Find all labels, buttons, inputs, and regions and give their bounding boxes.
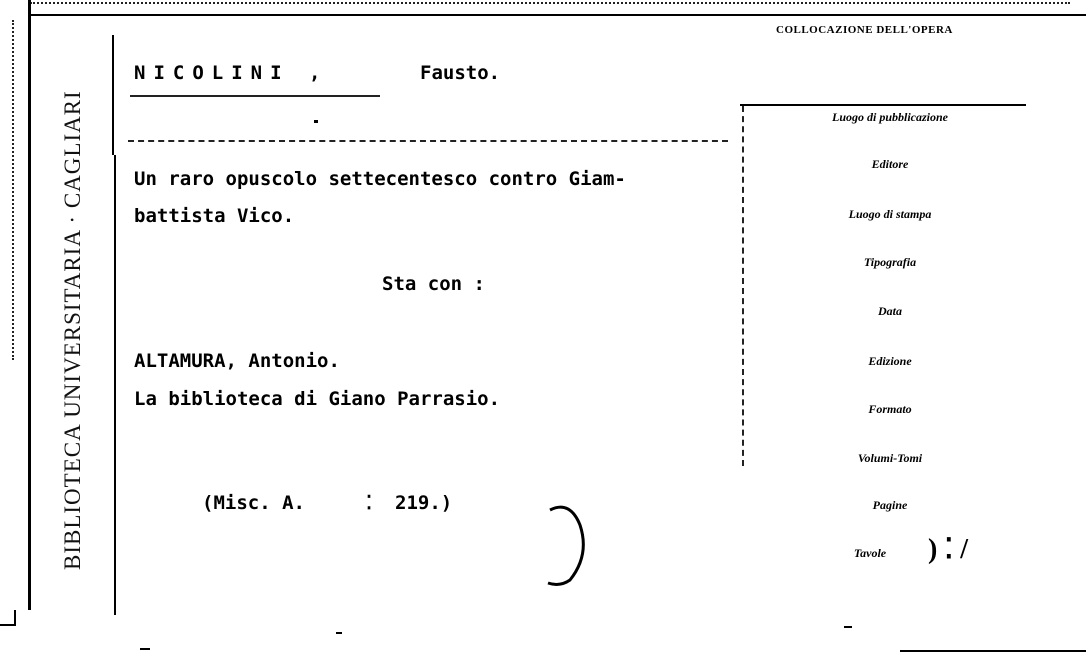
corner-mark [14,610,16,624]
stray-mark-2 [336,632,342,634]
handwritten-mark: ) ⁚ / [928,534,969,565]
author-name: Fausto. [420,62,501,84]
shelfmark-prefix: (Misc. A. [202,492,305,514]
title-line-2: battista Vico. [134,205,295,227]
field-tavole: Tavole [853,546,887,560]
shelfmark-number: 219.) [395,492,453,514]
field-formato: Formato [868,402,912,416]
sta-con-label: Sta con : [382,273,485,295]
field-data: Data [878,304,902,318]
top-border [30,14,1086,16]
author-surname: NICOLINI , [134,62,329,84]
field-pagine: Pagine [872,498,908,512]
stray-mark-1 [140,648,150,650]
related-title: La biblioteca di Giano Parrasio. [134,388,501,410]
field-edizione: Edizione [868,354,912,368]
library-stamp: BIBLIOTECA UNIVERSITARIA · CAGLIARI [60,90,85,570]
field-tipografia: Tipografia [863,255,917,269]
left-margin-rule [112,35,114,155]
field-luogo-pubblicazione: Luogo di pubblicazione [831,110,948,124]
title-separator [128,140,728,142]
shelfmark-colon: ⁚ [366,492,373,514]
info-box-left [742,106,744,466]
top-dash-line [30,2,1070,4]
field-editore: Editore [871,157,909,171]
collocation-title: COLLOCAZIONE DELL'OPERA [776,24,953,36]
field-luogo-stampa: Luogo di stampa [848,207,932,221]
title-line-1: Un raro opuscolo settecentesco contro Giam- [134,168,626,190]
left-edge-dots [12,20,14,360]
stray-mark-3 [844,626,852,628]
author-underline [130,95,380,97]
corner-mark-h [0,624,16,626]
left-border [28,0,31,610]
info-box-top [740,104,1026,106]
stray-mark-4 [314,120,318,123]
bottom-rule [900,650,1086,652]
hand-bracket-mark [540,495,610,595]
field-volumi-tomi: Volumi-Tomi [857,451,923,465]
left-margin-rule-lower [114,155,116,615]
related-author: ALTAMURA, Antonio. [134,350,340,372]
